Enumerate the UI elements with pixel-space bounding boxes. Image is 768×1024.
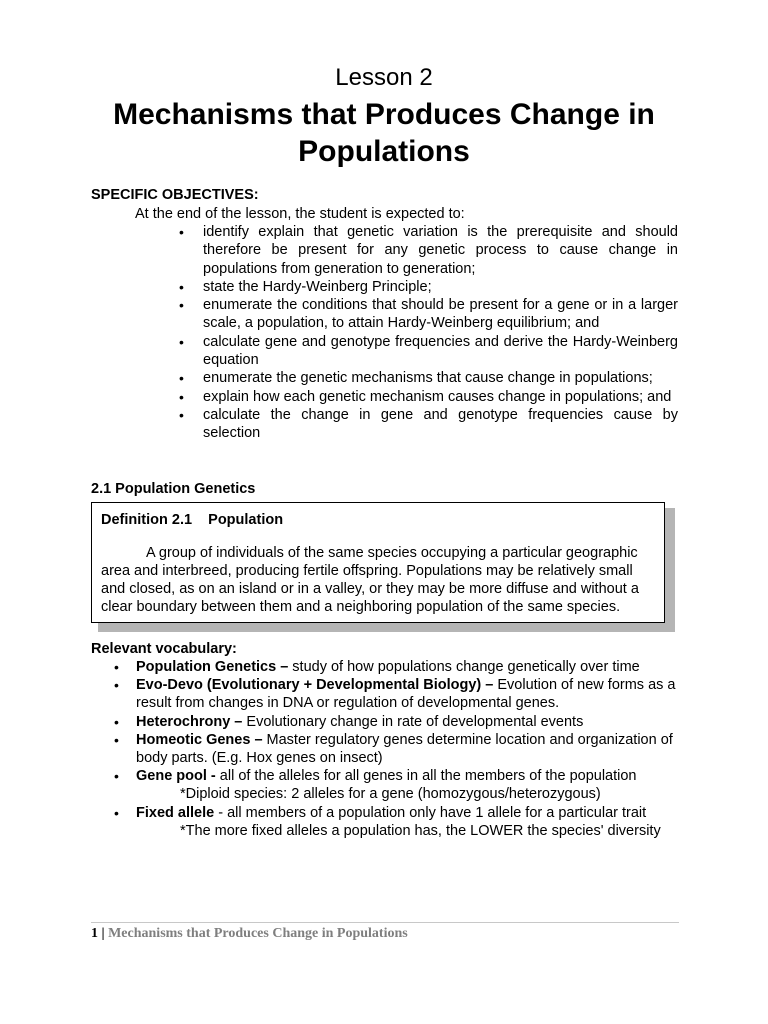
- objective-item: [179, 369, 678, 387]
- vocabulary-definition: Evolutionary change in rate of developmental events: [242, 713, 584, 730]
- objective-item: [179, 278, 678, 296]
- vocabulary-item: [114, 804, 680, 840]
- bullet-icon: •: [179, 406, 184, 423]
- objective-text: identify explain that genetic variation is the prerequisite and should therefore be present for any genetic process to cause change in populations from generation to generation;: [203, 224, 678, 277]
- footer-title: Mechanisms that Produces Change in Populations: [108, 926, 408, 941]
- vocabulary-term: Evo-Devo (Evolutionary + Developmental Biology) –: [136, 677, 494, 694]
- vocabulary-item: [114, 731, 680, 767]
- vocabulary-item: [114, 676, 680, 712]
- vocabulary-definition: - all members of a population only have 1 allele for a particular trait: [214, 804, 647, 821]
- objective-text: explain how each genetic mechanism causes change in populations; and: [203, 388, 672, 405]
- objective-text: calculate gene and genotype frequencies and derive the Hardy-Weinberg equation: [203, 333, 678, 369]
- footer-divider: [91, 922, 679, 923]
- vocabulary-note: *The more fixed alleles a population has, the LOWER the species' diversity: [180, 822, 661, 839]
- objective-item: [179, 406, 678, 443]
- vocabulary-item: [114, 767, 680, 803]
- vocabulary-heading: Relevant vocabulary:: [91, 641, 237, 657]
- objectives-heading: SPECIFIC OBJECTIVES:: [91, 187, 259, 203]
- objective-item: [179, 333, 678, 370]
- definition-heading: Definition 2.1 Population: [101, 512, 284, 528]
- bullet-icon: •: [114, 659, 119, 675]
- objectives-list: [179, 223, 678, 443]
- bullet-icon: •: [114, 713, 119, 730]
- bullet-icon: •: [179, 388, 184, 405]
- objective-item: [179, 296, 678, 333]
- vocabulary-term: Homeotic Genes –: [136, 731, 263, 748]
- page-footer: [91, 925, 408, 943]
- bullet-icon: •: [114, 768, 119, 785]
- vocabulary-definition: study of how populations change genetically over time: [288, 659, 640, 675]
- vocabulary-item: [114, 658, 680, 676]
- objective-text: enumerate the genetic mechanisms that cause change in populations;: [203, 370, 653, 387]
- vocabulary-term: Population Genetics –: [136, 659, 289, 675]
- objectives-intro: At the end of the lesson, the student is expected to:: [135, 206, 465, 222]
- bullet-icon: •: [179, 370, 184, 387]
- bullet-icon: •: [114, 677, 119, 694]
- bullet-icon: •: [179, 333, 184, 350]
- bullet-icon: •: [114, 804, 119, 821]
- vocabulary-term: Heterochrony –: [136, 713, 243, 730]
- vocabulary-list: [114, 658, 680, 840]
- objective-item: [179, 223, 678, 278]
- lesson-title: Mechanisms that Produces Change in Populations: [113, 98, 655, 168]
- vocabulary-term: Gene pool -: [136, 768, 216, 785]
- bullet-icon: •: [179, 297, 184, 314]
- page-number: 1 |: [91, 926, 105, 941]
- vocabulary-definition: all of the alleles for all genes in all the members of the population: [215, 768, 637, 785]
- lesson-label: Lesson 2: [335, 64, 433, 91]
- bullet-icon: •: [179, 278, 184, 295]
- definition-box: [91, 502, 665, 623]
- vocabulary-definition: Evolution of new forms as a result from changes in DNA or regulation of developmental genes.: [136, 677, 676, 712]
- bullet-icon: •: [179, 224, 184, 240]
- section-heading: 2.1 Population Genetics: [91, 481, 256, 497]
- bullet-icon: •: [114, 731, 119, 748]
- objective-text: calculate the change in gene and genotype frequencies cause by selection: [203, 406, 678, 442]
- definition-text: A group of individuals of the same species occupying a particular geographic area and interbreed, producing fertile offspring. Populations may be relatively small and closed, as on an island or in a valley, or they may be more diffuse and without a clear boundary between them and a neighboring population of the same species.: [101, 545, 639, 615]
- vocabulary-item: [114, 713, 680, 731]
- vocabulary-definition: Master regulatory genes determine location and organization of body parts. (E.g. Hox genes on insect): [136, 731, 673, 767]
- vocabulary-note: *Diploid species: 2 alleles for a gene (homozygous/heterozygous): [180, 786, 601, 803]
- vocabulary-term: Fixed allele: [136, 804, 215, 821]
- objective-text: state the Hardy-Weinberg Principle;: [203, 278, 432, 295]
- objective-text: enumerate the conditions that should be present for a gene or in a larger scale, a population, to attain Hardy-Weinberg equilibrium; and: [203, 297, 678, 332]
- objective-item: [179, 388, 678, 406]
